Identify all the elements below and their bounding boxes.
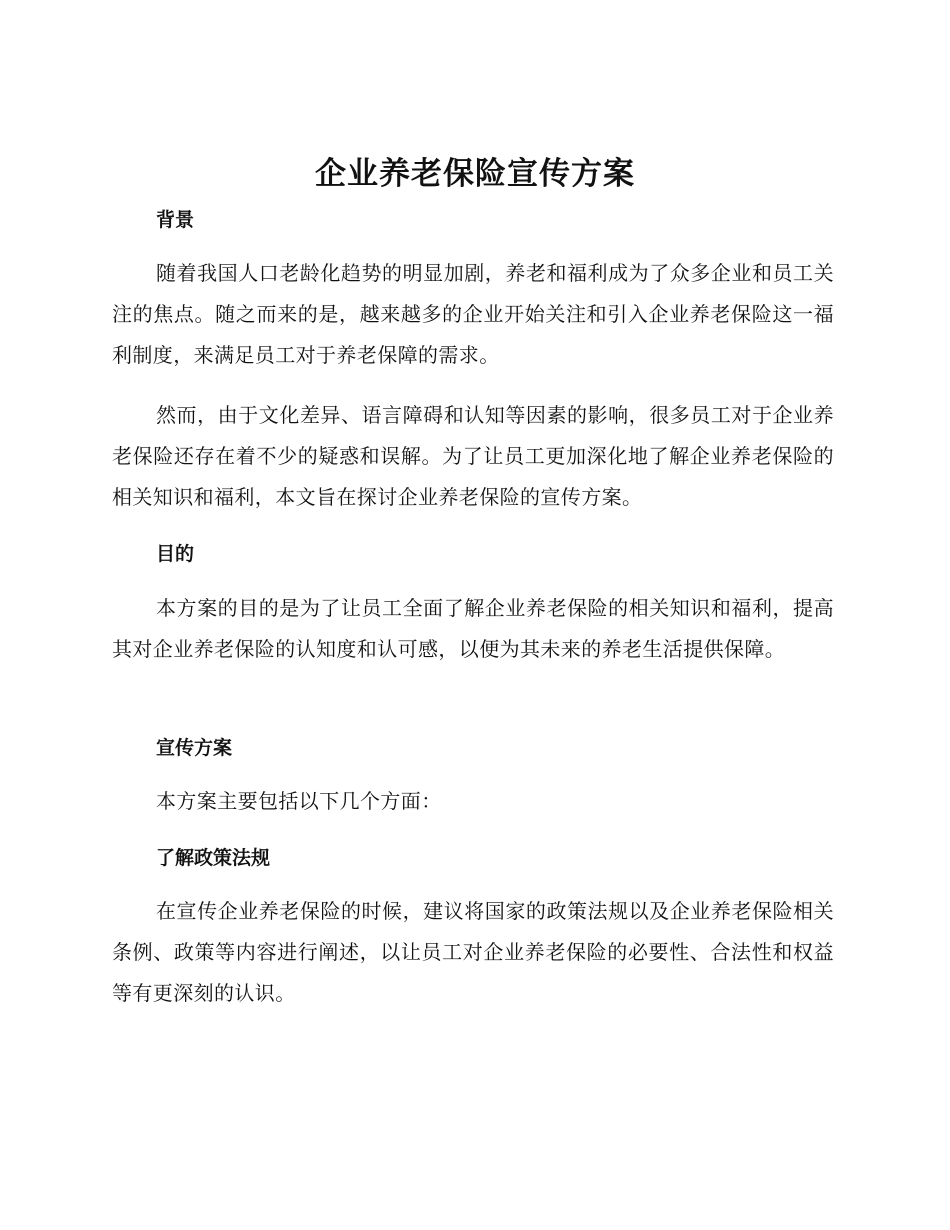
paragraph-background-2: 然而，由于文化差异、语言障碍和认知等因素的影响，很多员工对于企业养老保险还存在着不少的疑惑和误解。为了让员工更加深化地了解企业养老保险的相关知识和福利，本文旨在探讨企业养老保险的宣传方案。: [112, 403, 834, 509]
paragraph-policy: 在宣传企业养老保险的时候，建议将国家的政策法规以及企业养老保险相关条例、政策等内容进行阐述，以让员工对企业养老保险的必要性、合法性和权益等有更深刻的认识。: [112, 899, 834, 1005]
section-heading-policy: 了解政策法规: [156, 847, 271, 869]
paragraph-purpose: 本方案的目的是为了让员工全面了解企业养老保险的相关知识和福利，提高其对企业养老保险的认知度和认可感，以便为其未来的养老生活提供保障。: [112, 596, 834, 661]
section-heading-background: 背景: [156, 209, 195, 231]
paragraph-background-1: 随着我国人口老龄化趋势的明显加剧，养老和福利成为了众多企业和员工关注的焦点。随之而来的是，越来越多的企业开始关注和引入企业养老保险这一福利制度，来满足员工对于养老保障的需求。: [112, 261, 834, 367]
document-title: 企业养老保险宣传方案: [315, 156, 635, 192]
section-heading-plan: 宣传方案: [156, 737, 233, 759]
paragraph-plan-intro: 本方案主要包括以下几个方面：: [156, 789, 442, 813]
section-heading-purpose: 目的: [156, 543, 195, 565]
